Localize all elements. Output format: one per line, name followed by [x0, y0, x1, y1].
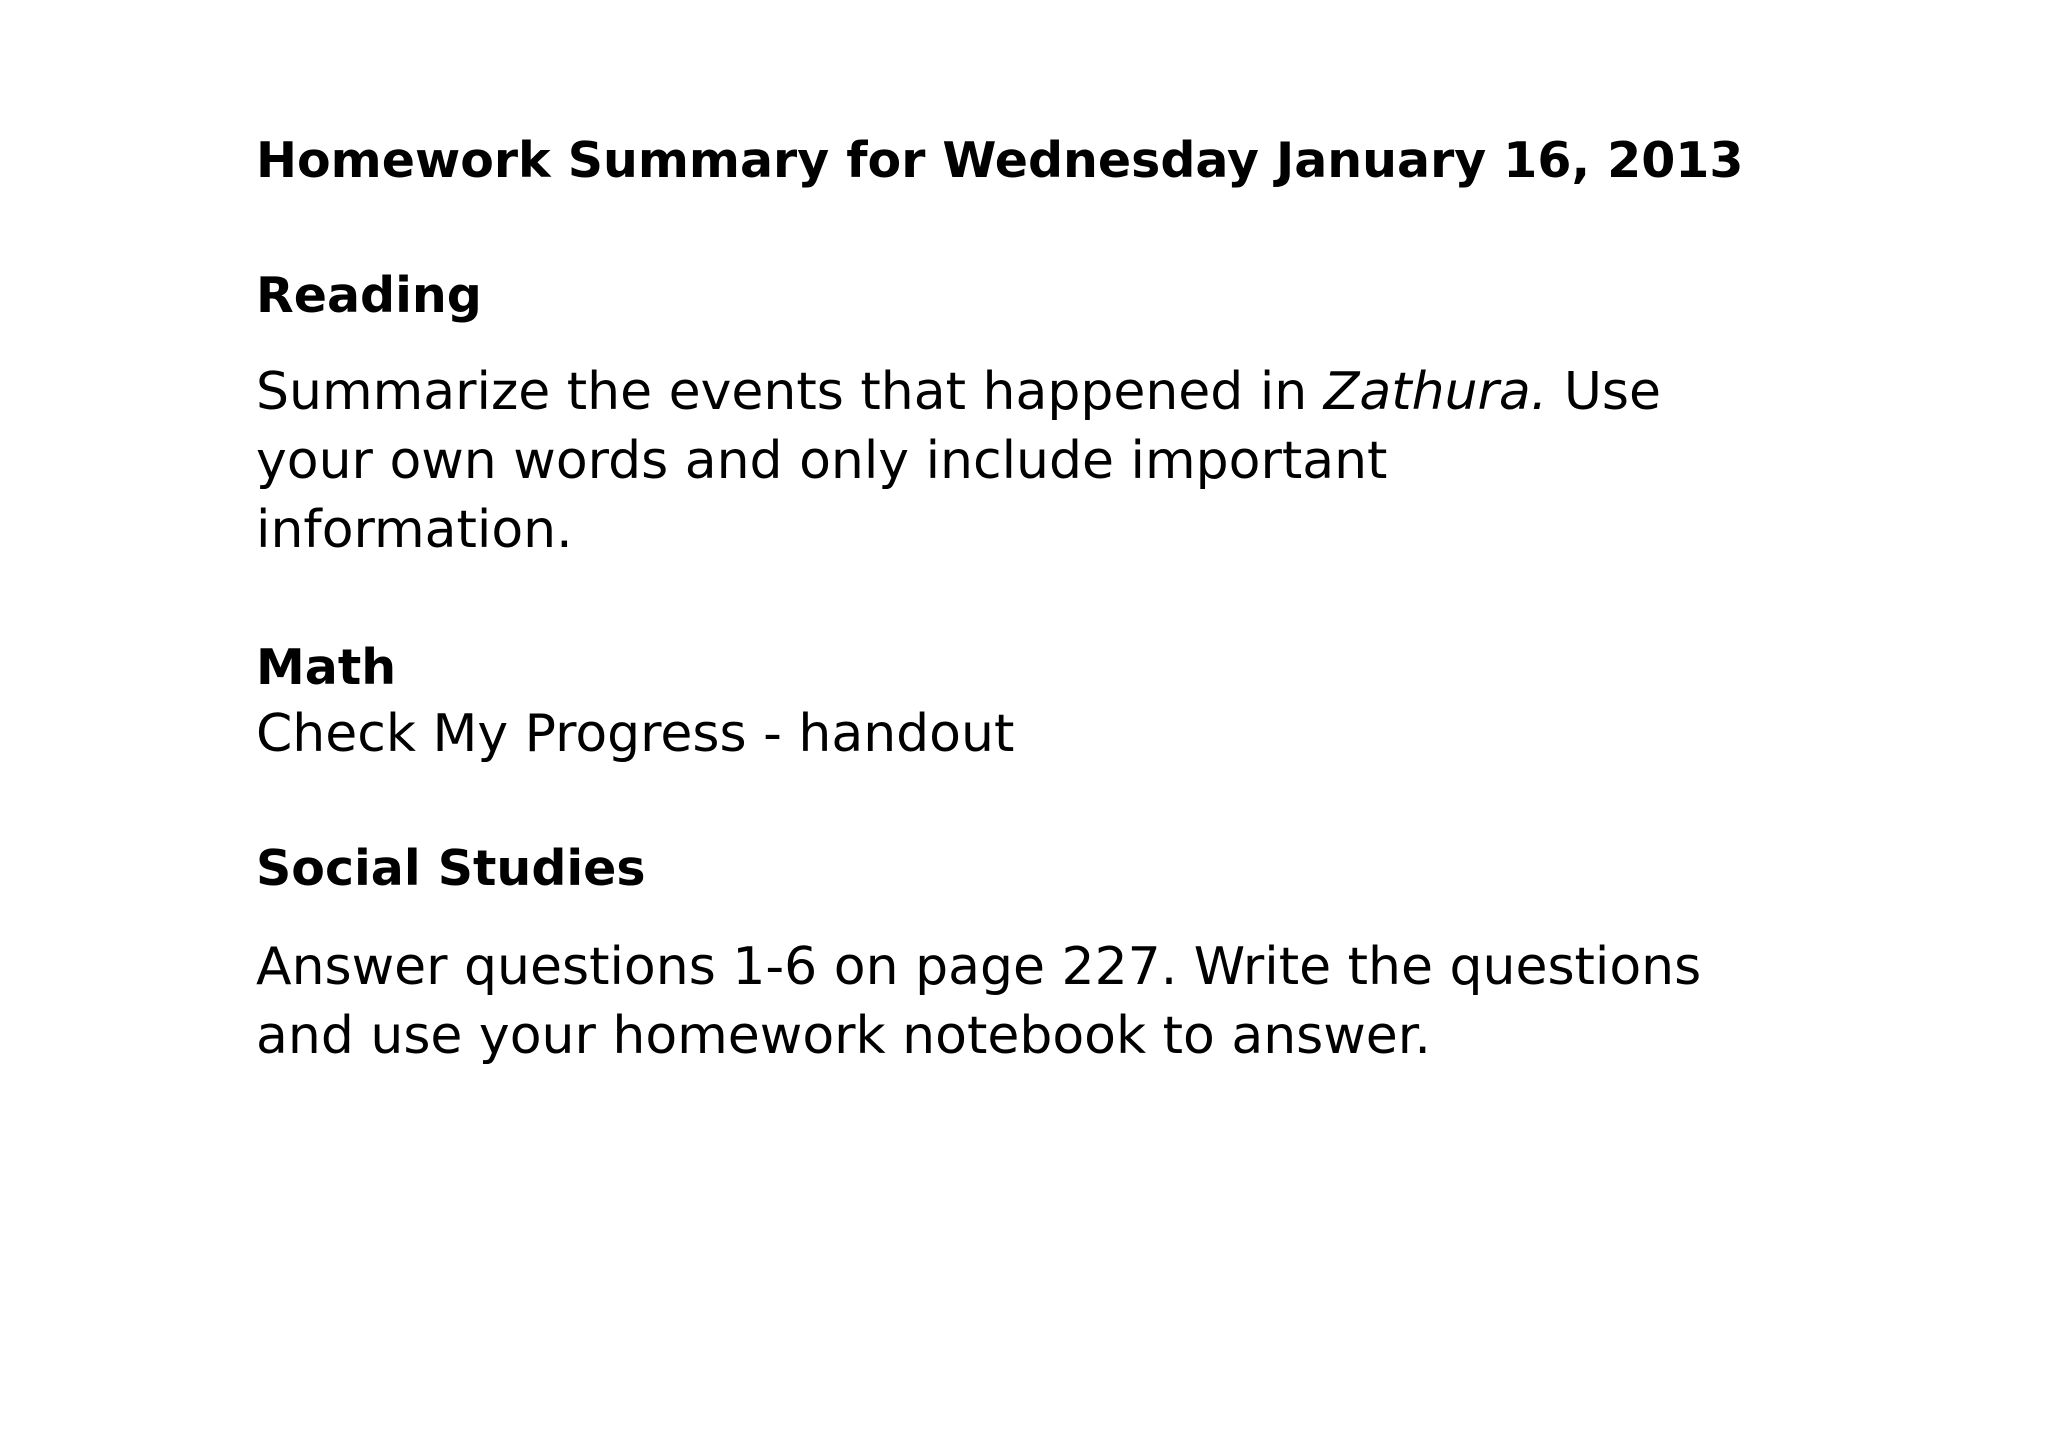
body-text-segment: Summarize the events that happened in	[256, 362, 1324, 422]
section-heading-math: Math	[256, 639, 397, 696]
body-line: your own words and only include important	[256, 431, 1388, 491]
body-text-segment: Use	[1547, 362, 1662, 422]
body-line: information.	[256, 500, 573, 560]
body-line	[256, 358, 1661, 427]
book-title: Zathura.	[1323, 362, 1548, 422]
section-heading-reading: Reading	[256, 267, 482, 324]
body-line: Answer questions 1-6 on page 227. Write the questions	[256, 937, 1702, 997]
section-body-reading	[256, 358, 1661, 565]
body-line: Check My Progress - handout	[256, 704, 1015, 764]
section-body-math	[256, 700, 1014, 769]
section-body-social-studies	[256, 933, 1701, 1071]
body-line: and use your homework notebook to answer.	[256, 1006, 1431, 1066]
page-title: Homework Summary for Wednesday January 16, 2013	[256, 132, 1744, 189]
section-heading-social-studies: Social Studies	[256, 840, 646, 897]
